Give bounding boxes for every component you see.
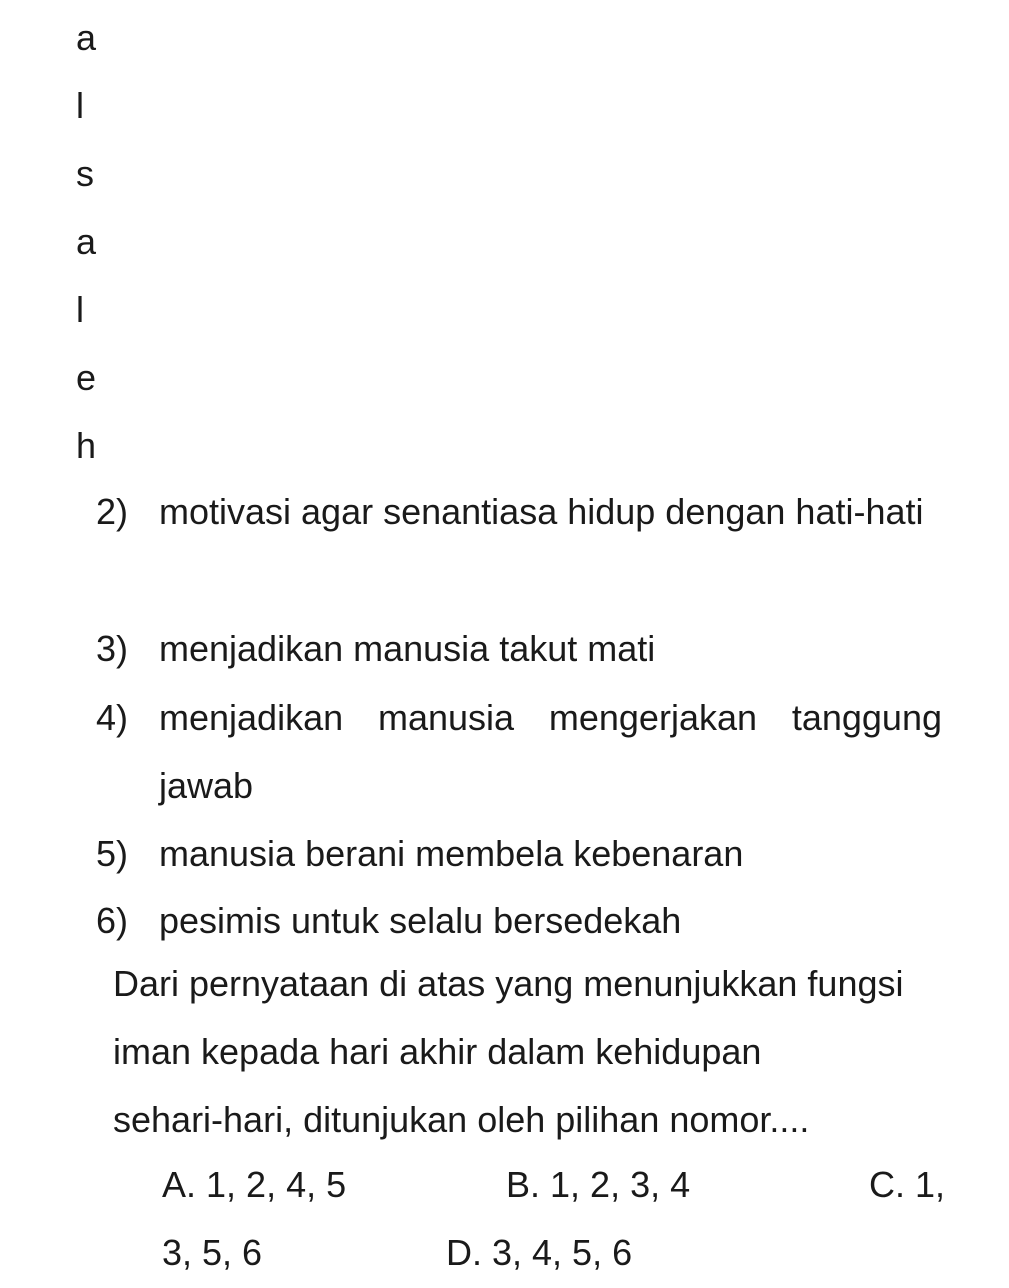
option-c[interactable]: C. 1,	[869, 1164, 946, 1205]
vertical-letter: a	[76, 221, 97, 262]
option-c-continued[interactable]: 3, 5, 6	[162, 1232, 263, 1273]
question-line: iman kepada hari akhir dalam kehidupan	[113, 1031, 762, 1072]
question-line: Dari pernyataan di atas yang menunjukkan fungsi	[113, 963, 904, 1004]
statement-number: 5)	[96, 833, 129, 874]
statement-number: 6)	[96, 900, 129, 941]
statement-text: pesimis untuk selalu bersedekah	[159, 900, 682, 941]
vertical-letter: l	[76, 289, 84, 330]
statement-text: manusia berani membela kebenaran	[159, 833, 744, 874]
option-d[interactable]: D. 3, 4, 5, 6	[446, 1232, 633, 1273]
statement-text: menjadikan manusia takut mati	[159, 628, 656, 669]
option-b[interactable]: B. 1, 2, 3, 4	[506, 1164, 691, 1205]
vertical-letter: l	[76, 85, 84, 126]
statement-number: 4)	[96, 697, 129, 738]
statement-text: menjadikan manusia mengerjakan tanggung jawab	[159, 697, 942, 806]
vertical-letter: s	[76, 153, 94, 194]
option-a[interactable]: A. 1, 2, 4, 5	[162, 1164, 347, 1205]
vertical-letter: a	[76, 17, 97, 58]
statement-number: 3)	[96, 628, 129, 669]
question-text	[113, 950, 943, 1154]
question-line: sehari-hari, ditunjukan oleh pilihan nomor....	[113, 1099, 810, 1140]
vertical-letter: e	[76, 357, 97, 398]
vertical-letter: h	[76, 425, 97, 466]
statement-number: 2)	[96, 491, 129, 532]
statement-text: motivasi agar senantiasa hidup dengan hati-hati	[159, 491, 924, 532]
